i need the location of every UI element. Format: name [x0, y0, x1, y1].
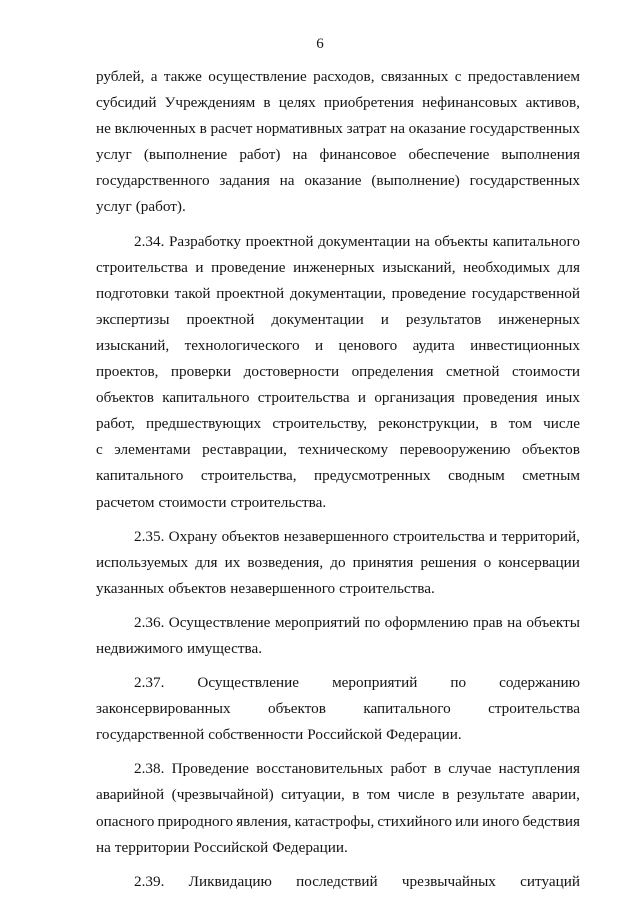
- text-line: на территории Российской Федерации.: [96, 838, 348, 856]
- text-line: объектов капитального строительства и организация проведения иных: [96, 389, 580, 407]
- text-line: 2.38. Проведение восстановительных работ в случае наступления: [134, 760, 580, 778]
- text-line: субсидий Учреждениям в целях приобретения нефинансовых активов,: [96, 94, 580, 112]
- paragraph: [96, 610, 580, 662]
- text-line: работ, предшествующих строительству, реконструкции, в том числе: [96, 415, 580, 433]
- text-line: изысканий, технологического и ценового аудита инвестиционных: [96, 336, 580, 354]
- paragraph: [96, 64, 580, 221]
- text-line: недвижимого имущества.: [96, 639, 263, 657]
- text-line: 2.37. Осуществление мероприятий по содержанию: [134, 674, 580, 692]
- text-line: расчетом стоимости строительства.: [96, 493, 327, 511]
- text-line: 2.39. Ликвидацию последствий чрезвычайных ситуаций: [134, 872, 580, 890]
- paragraph: [96, 670, 580, 748]
- page-number: 6: [316, 36, 324, 52]
- text-line: опасного природного явления, катастрофы, стихийного или иного бедствия: [96, 812, 580, 830]
- paragraph: [96, 756, 580, 860]
- paragraph: [96, 524, 580, 602]
- paragraph: [96, 229, 580, 516]
- text-line: 2.34. Разработку проектной документации на объекты капитального: [134, 232, 580, 250]
- text-line: с элементами реставрации, техническому перевооружению объектов: [96, 441, 580, 459]
- text-line: государственного задания на оказание (выполнение) государственных: [96, 172, 580, 190]
- document-body: [96, 64, 580, 895]
- text-line: капитального строительства, предусмотренных сводным сметным: [96, 467, 580, 485]
- text-line: рублей, а также осуществление расходов, связанных с предоставлением: [96, 68, 580, 85]
- text-line: услуг (работ).: [96, 198, 186, 216]
- text-line: 2.36. Осуществление мероприятий по оформлению прав на объекты: [134, 613, 580, 631]
- text-line: экспертизы проектной документации и результатов инженерных: [96, 310, 580, 328]
- text-line: законсервированных объектов капитального строительства: [96, 700, 580, 718]
- text-line: услуг (выполнение работ) на финансовое обеспечение выполнения: [96, 146, 580, 164]
- text-line: указанных объектов незавершенного строительства.: [96, 579, 435, 597]
- text-line: подготовки такой проектной документации, проведение государственной: [96, 284, 580, 302]
- paragraph: [96, 869, 580, 895]
- text-line: строительства и проведение инженерных изысканий, необходимых для: [96, 258, 580, 276]
- text-line: аварийной (чрезвычайной) ситуации, в том числе в результате аварии,: [96, 786, 580, 804]
- text-line: государственной собственности Российской Федерации.: [96, 726, 462, 744]
- text-line: не включенных в расчет нормативных затрат на оказание государственных: [96, 120, 580, 138]
- text-line: 2.35. Охрану объектов незавершенного строительства и территорий,: [134, 527, 580, 545]
- text-line: проектов, проверки достоверности определения сметной стоимости: [96, 363, 580, 381]
- text-line: используемых для их возведения, до принятия решения о консервации: [96, 553, 580, 571]
